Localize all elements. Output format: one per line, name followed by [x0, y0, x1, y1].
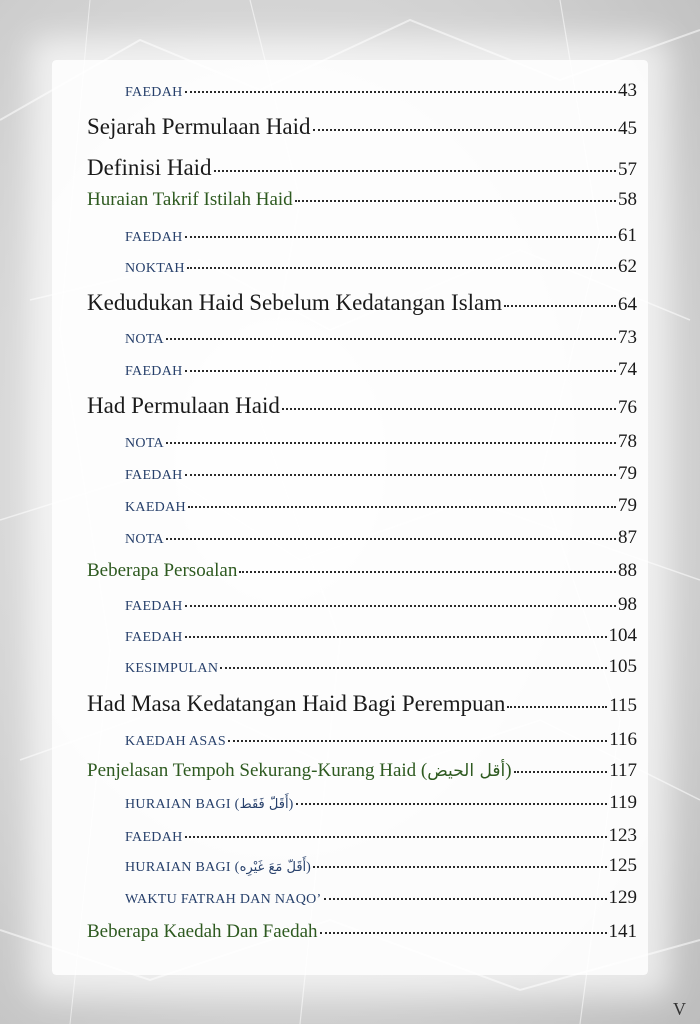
toc-entry-page: 125 [608, 855, 637, 876]
dot-leader [228, 740, 607, 742]
toc-entry-page: 76 [618, 397, 637, 418]
dot-leader [324, 898, 607, 900]
toc-entry-title: FAEDAH [125, 830, 183, 845]
toc-entry[interactable] [87, 290, 637, 316]
toc-entry-title: FAEDAH [125, 85, 183, 100]
toc-entry[interactable] [125, 887, 637, 909]
toc-entry[interactable] [125, 463, 637, 485]
toc-entry-page: 117 [609, 760, 637, 781]
toc-entry-title: Had Permulaan Haid [87, 393, 280, 418]
dot-leader [507, 706, 607, 708]
toc-entry[interactable] [87, 155, 637, 181]
dot-leader [313, 866, 606, 868]
toc-entry-arabic: أَقَلّ فَقَط [239, 797, 289, 812]
toc-entry[interactable] [125, 431, 637, 453]
toc-entry-page: 123 [608, 825, 637, 846]
toc-entry-title-end: ) [306, 860, 312, 875]
dot-leader [214, 170, 616, 172]
toc-entry[interactable] [87, 393, 637, 419]
toc-entry[interactable] [125, 729, 637, 751]
toc-entry-title [125, 797, 294, 813]
toc-entry-page: 57 [618, 159, 637, 180]
dot-leader [185, 91, 616, 93]
toc-entry[interactable] [87, 560, 637, 582]
dot-leader [320, 932, 607, 934]
toc-entry-title [125, 860, 311, 876]
toc-entry-page: 116 [609, 729, 637, 750]
toc-entry-title: NOTA [125, 532, 164, 547]
toc-entry[interactable] [125, 792, 637, 814]
toc-entry-page: 129 [608, 887, 637, 908]
dot-leader [282, 408, 616, 410]
dot-leader [166, 338, 616, 340]
toc-entry-title: FAEDAH [125, 230, 183, 245]
dot-leader [504, 305, 616, 307]
dot-leader [188, 506, 616, 508]
toc-entry[interactable] [125, 527, 637, 549]
toc-entry[interactable] [87, 189, 637, 211]
dot-leader [166, 442, 616, 444]
toc-entry-title: WAKTU FATRAH DAN NAQO’ [125, 892, 322, 907]
toc-entry-page: 61 [618, 225, 637, 246]
dot-leader [185, 605, 616, 607]
toc-entry-title-text: HURAIAN BAGI ( [125, 860, 240, 875]
dot-leader [187, 267, 616, 269]
dot-leader [296, 803, 608, 805]
dot-leader [239, 571, 616, 573]
toc-entry[interactable] [125, 594, 637, 616]
toc-entry-page: 119 [609, 792, 637, 813]
page-number: V [673, 999, 686, 1019]
toc-entry-title-end: ) [288, 797, 294, 812]
toc-entry-title: KESIMPULAN [125, 661, 219, 676]
toc-entry-title: Definisi Haid [87, 155, 212, 180]
toc-entry-title: KAEDAH ASAS [125, 734, 226, 749]
toc-entry[interactable] [125, 855, 637, 877]
toc-entry-title: Sejarah Permulaan Haid [87, 114, 311, 139]
toc-entry-title: FAEDAH [125, 364, 183, 379]
toc-entry-page: 105 [608, 656, 637, 677]
toc-entry-page: 62 [618, 256, 637, 277]
toc-entry-title: NOTA [125, 332, 164, 347]
toc-entry[interactable] [87, 114, 637, 140]
toc-entry[interactable] [125, 656, 637, 678]
dot-leader [313, 129, 616, 131]
toc-entry-title: Had Masa Kedatangan Haid Bagi Perempuan [87, 691, 506, 716]
toc-entry-arabic: أقل الحيض [427, 761, 506, 781]
toc-entry-page: 74 [618, 359, 637, 380]
toc-entry-title: NOKTAH [125, 261, 185, 276]
dot-leader [166, 538, 616, 540]
toc-entry[interactable] [125, 825, 637, 847]
dot-leader [295, 200, 616, 202]
toc-entry-title-end: ) [505, 760, 512, 781]
toc-entry-title-text: HURAIAN BAGI ( [125, 797, 240, 812]
toc-entry-page: 45 [618, 118, 637, 139]
dot-leader [185, 636, 607, 638]
toc-entry[interactable] [87, 760, 637, 782]
toc-entry[interactable] [125, 80, 637, 102]
toc-entry-page: 104 [608, 625, 637, 646]
toc-entry-page: 87 [618, 527, 637, 548]
toc-entry-title: FAEDAH [125, 630, 183, 645]
toc-entry-page: 88 [618, 560, 637, 581]
dot-leader [185, 236, 616, 238]
toc-entry-title: Beberapa Persoalan [87, 560, 238, 581]
toc-entry-title: KAEDAH [125, 500, 186, 515]
dot-leader [185, 836, 607, 838]
toc-entry-page: 78 [618, 431, 637, 452]
toc-entry[interactable] [87, 921, 637, 943]
toc-entry[interactable] [125, 625, 637, 647]
dot-leader [220, 667, 606, 669]
toc-entry-page: 73 [618, 327, 637, 348]
toc-entry-page: 64 [618, 294, 637, 315]
toc-entry-page: 115 [609, 695, 637, 716]
toc-entry-page: 98 [618, 594, 637, 615]
toc-entry-page: 43 [618, 80, 637, 101]
dot-leader [514, 771, 608, 773]
toc-entry-title: Kedudukan Haid Sebelum Kedatangan Islam [87, 290, 503, 315]
toc-entry-title: FAEDAH [125, 599, 183, 614]
toc-entry-title: Huraian Takrif Istilah Haid [87, 189, 293, 210]
toc-entry[interactable] [125, 225, 637, 247]
toc-entry-arabic: أَقَلّ مَعَ غَيْرِه [239, 860, 307, 875]
toc-entry[interactable] [125, 327, 637, 349]
dot-leader [185, 370, 616, 372]
toc-entry[interactable] [125, 495, 637, 517]
toc-entry[interactable] [125, 256, 637, 278]
toc-entry-page: 58 [618, 189, 637, 210]
toc-entry-title: FAEDAH [125, 468, 183, 483]
toc-entry-title: Beberapa Kaedah Dan Faedah [87, 921, 318, 942]
toc-entry-title [87, 760, 512, 782]
toc-entry-page: 141 [608, 921, 637, 942]
toc-entry[interactable] [87, 691, 637, 717]
toc-entry[interactable] [125, 359, 637, 381]
toc-entry-title-text: Penjelasan Tempoh Sekurang-Kurang Haid ( [87, 760, 428, 781]
toc-entry-page: 79 [618, 463, 637, 484]
toc-entry-title: NOTA [125, 436, 164, 451]
dot-leader [185, 474, 616, 476]
toc-entry-page: 79 [618, 495, 637, 516]
